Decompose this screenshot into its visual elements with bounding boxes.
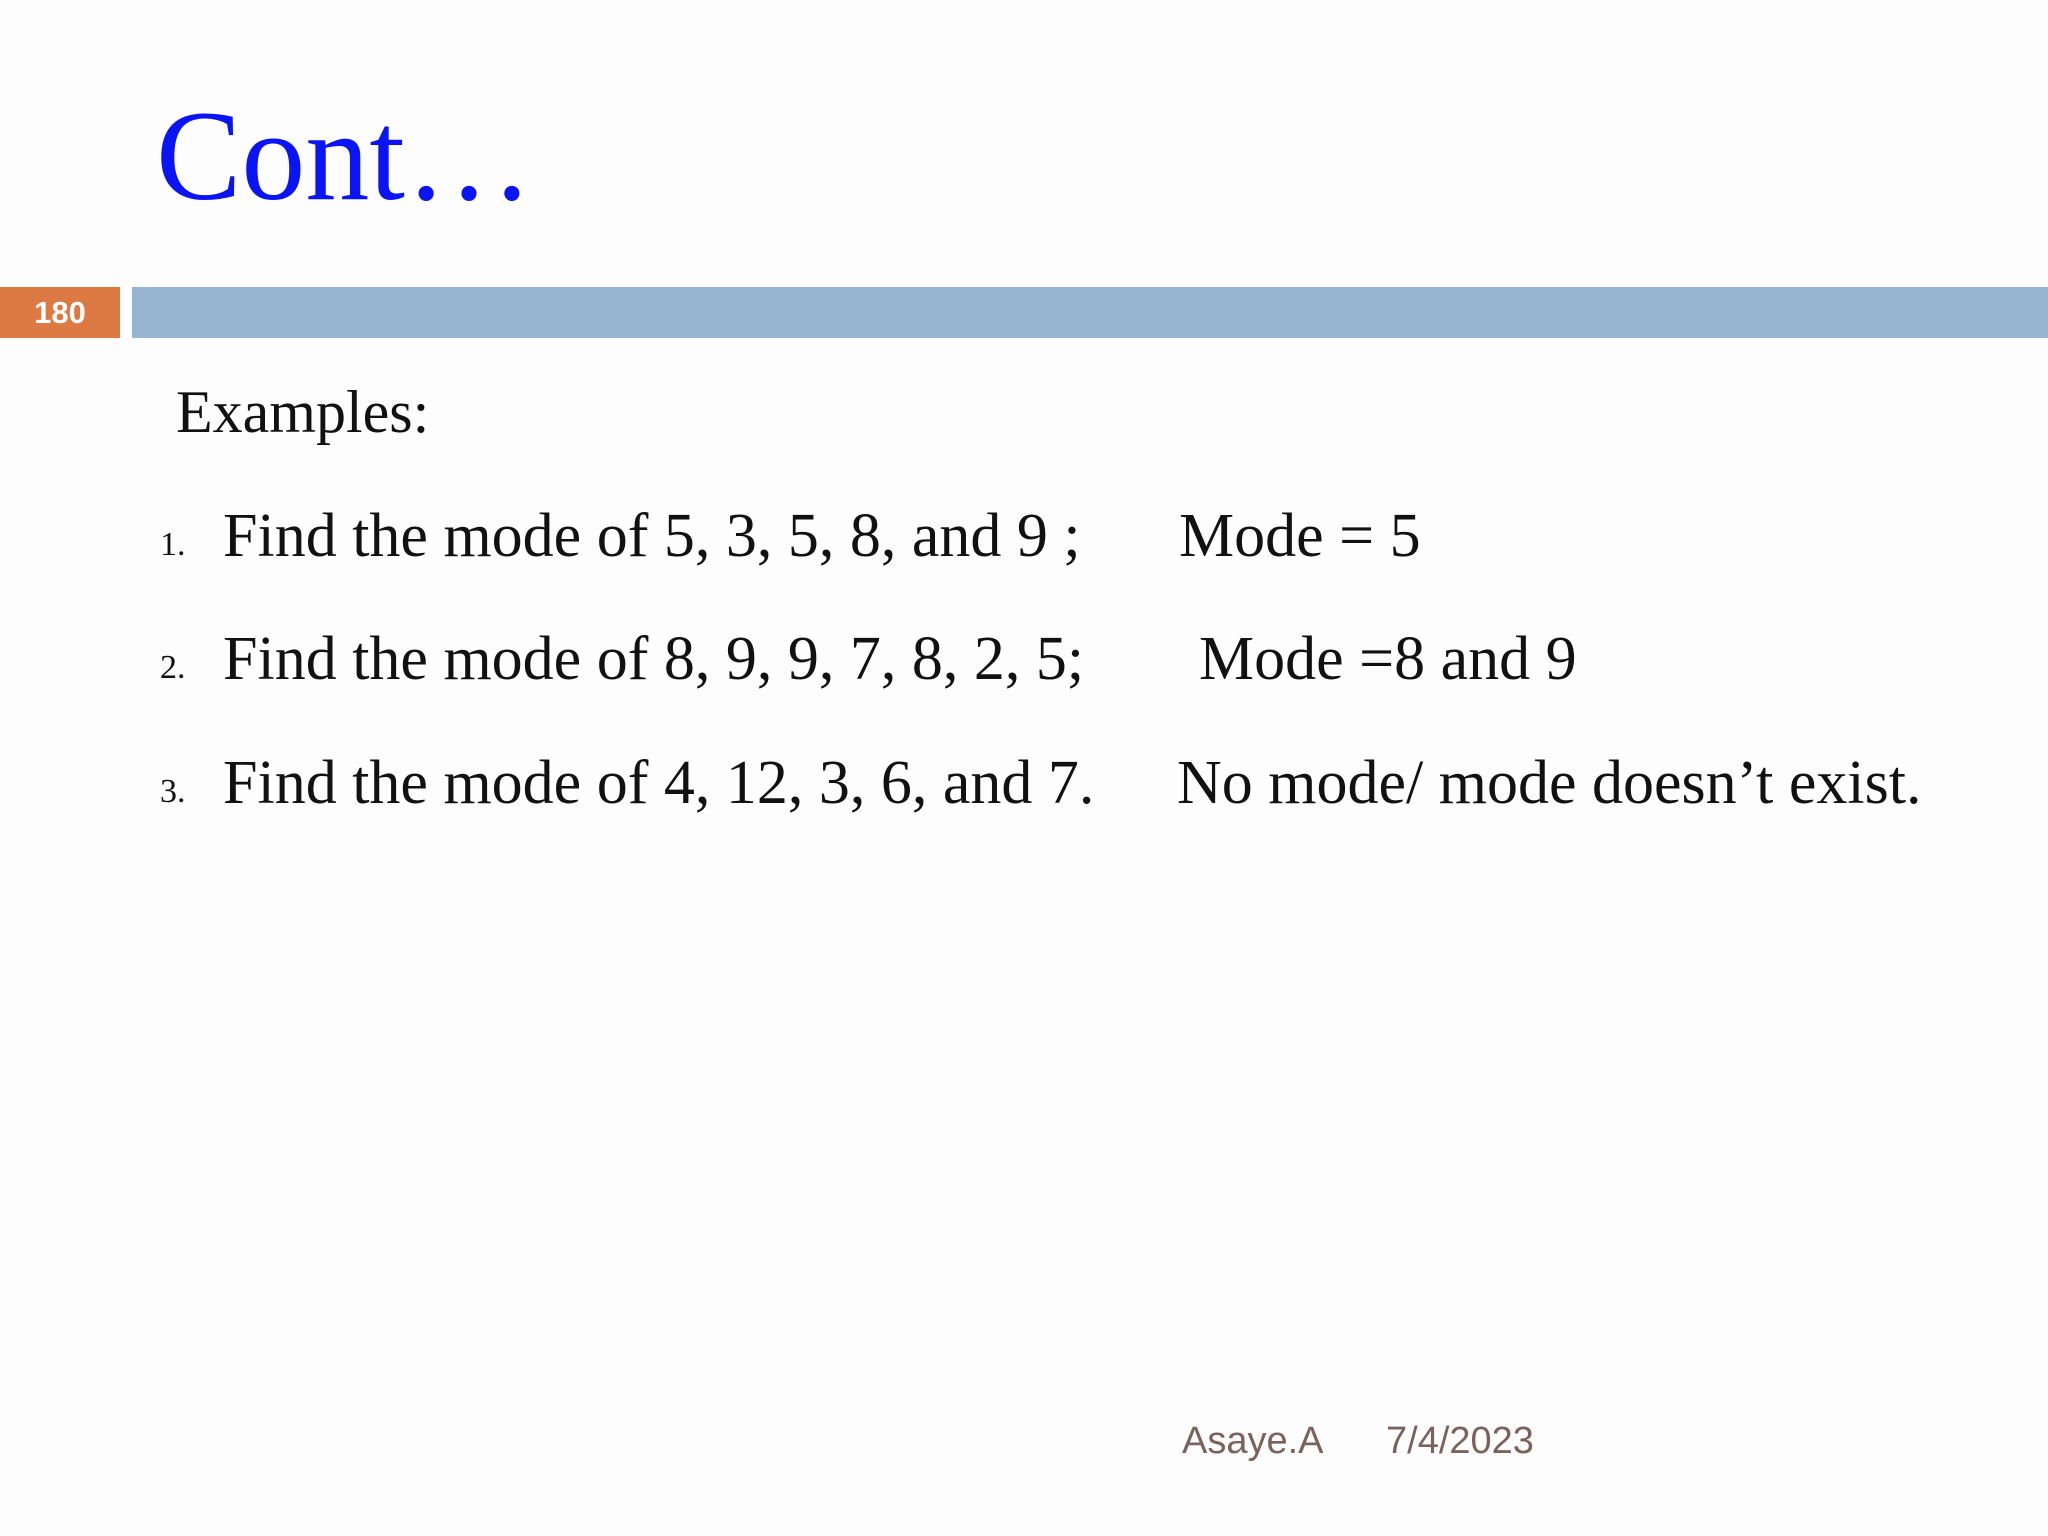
list-item <box>0 739 2048 819</box>
list-item <box>0 615 2048 695</box>
list-item-question: Find the mode of 8, 9, 9, 7, 8, 2, 5; <box>223 625 1085 693</box>
title-divider-bar <box>132 287 2048 338</box>
page-number-badge: 180 <box>0 287 120 338</box>
footer-date: 7/4/2023 <box>1386 1420 1534 1462</box>
slide-title: Cont… <box>156 85 533 227</box>
list-item-question: Find the mode of 5, 3, 5, 8, and 9 ; <box>223 502 1081 570</box>
list-item <box>0 492 2048 572</box>
list-item-answer: No mode/ mode doesn’t exist. <box>1177 749 1922 817</box>
list-item-number: 1. <box>160 526 186 563</box>
list-item-answer: Mode =8 and 9 <box>1199 625 1577 693</box>
list-item-number: 2. <box>160 649 186 686</box>
list-item-question: Find the mode of 4, 12, 3, 6, and 7. <box>223 749 1095 817</box>
examples-heading: Examples: <box>176 379 430 445</box>
list-item-answer: Mode = 5 <box>1179 502 1421 570</box>
footer-author: Asaye.A <box>1182 1420 1324 1462</box>
list-item-number: 3. <box>160 773 186 810</box>
